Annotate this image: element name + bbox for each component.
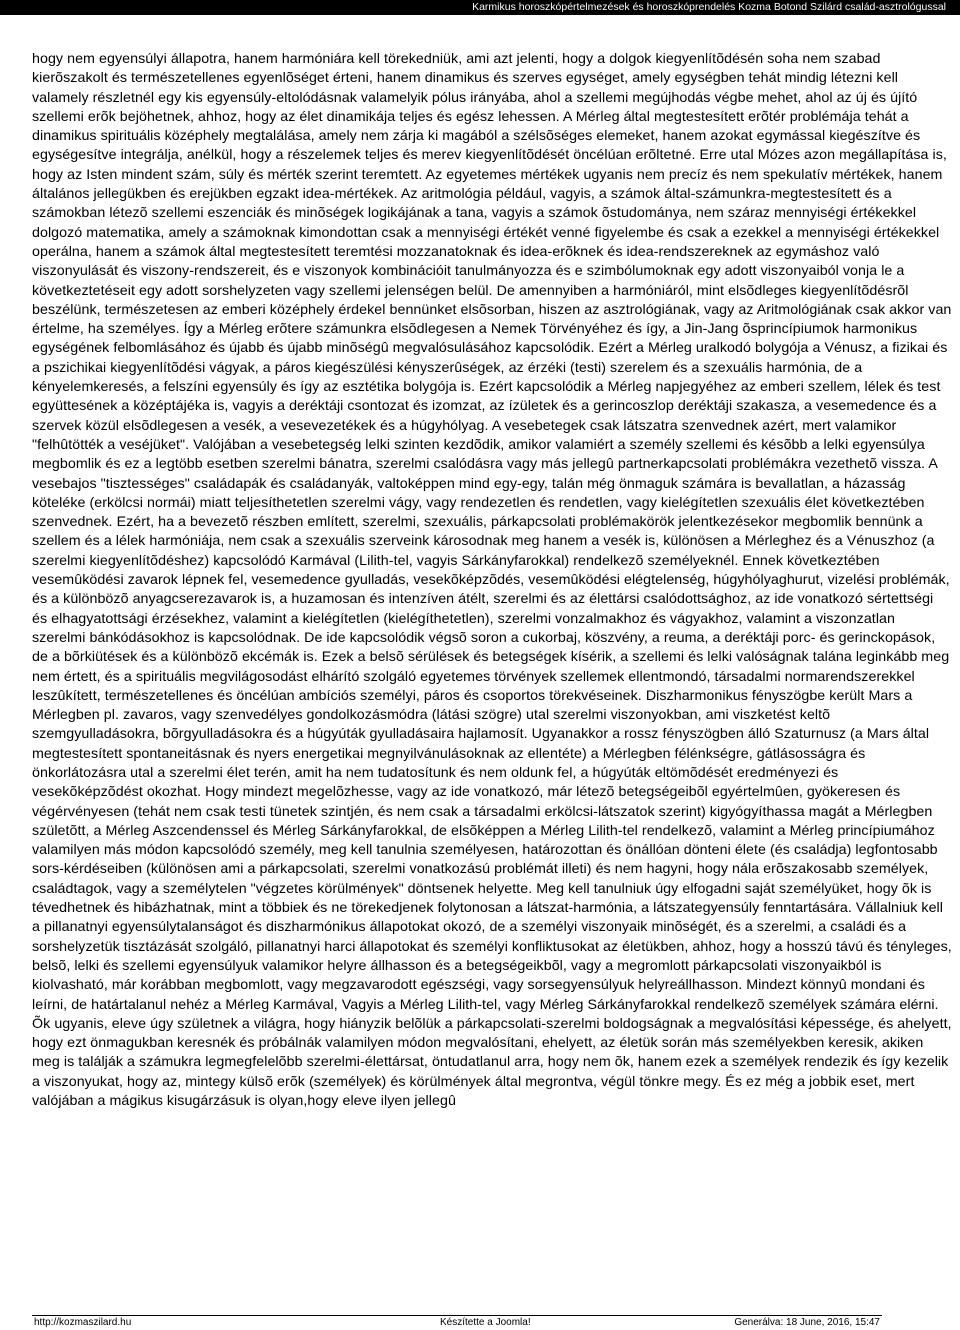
site-title: Karmikus horoszkópértelmezések és horoszkóprendelés Kozma Botond Szilárd család-asztrológussal <box>472 1 946 13</box>
footer-url-link[interactable]: http://kozmaszilard.hu <box>34 1317 132 1328</box>
footer-credit: Készítette a Joomla! <box>440 1317 531 1328</box>
page-footer <box>32 1315 882 1330</box>
footer-generated-date: Generálva: 18 June, 2016, 15:47 <box>734 1317 880 1328</box>
page-header <box>0 0 960 15</box>
article-body <box>32 50 952 1111</box>
article-paragraph: hogy nem egyensúlyi állapotra, hanem harmóniára kell törekedniük, ami azt jelenti, hogy a dolgok kiegyenlítõdésén soha nem szabad kierõszakolt és természetellenes egyenlõséget érteni, hanem dinamikus és szerves egységet, amely egységben tehát mindig létezni kell valamely részletnél egy kis egyensúly-eltolódásnak valamelyik pólus irányába, ahol a szellemi megújhodás végbe mehet, ahol az új és újító szellemi erõk bejöhetnek, ahhoz, hogy az élet dinamikája teljes és egész lehessen. A Mérleg által megtestesített erõtér problémája tehát a dinamikus spirituális középhely megtalálása, amely nem zárja ki magából a szélsõséges elemeket, hanem azokat egymással kiegészítve és egységesítve integrálja, anélkül, hogy a részelemek teljes és merev kiegyenlítõdését öncélúan erõltetné. Erre utal Mózes azon megállapítása is, hogy az Isten mindent szám, súly és mérték szerint teremtett. Az egyetemes mértékek ugyanis nem precíz és nem spekulatív mértékek, hanem általános jellegükben és erejükben egzakt idea-mértékek. Az aritmológia például, vagyis, a számok által-számunkra-megtestesített és a számokban létezõ szellemi eszenciák és minõségek logikájának a tana, vagyis a számok õstudománya, nem száraz mennyiségi értékekkel dolgozó matematika, amely a számoknak kimondottan csak a mennyiségi értékét venné figyelembe és csak a ezekkel a mennyiségi értékekkel operálna, hanem a számok által megtestesített teremtési mozzanatoknak és idea-erõknek és idea-rendszereknek az egymáshoz való viszonyulását és viszony-rendszereit, és e viszonyok kombinációit tanulmányozza és e szimbólumoknak egy adott viszonyaiból vonja le a következtetéseit egy adott sorshelyzeten vagy szellemi jelenségen belül. De amennyiben a harmóniáról, mint elsõdleges kiegyenlítõdésrõl beszélünk, természetesen az emberi középhely érdekel bennünket elsõsorban, hiszen az asztrológiának, vagy az Aritmológiának csak akkor van értelme, ha személyes. Így a Mérleg erõtere számunkra elsõdlegesen a Nemek Törvényéhez és így, a Jin-Jang õsprincípiumok harmonikus egységének felbomlásához és újabb és újabb minõségû megvalósulásához kapcsolódik. Ezért a Mérleg uralkodó bolygója a Vénusz, a fizikai és a pszichikai kiegyenlítõdési vágyak, a páros kiegészülési kényszerûségek, az érzéki (testi) szerelem és a szexuális harmónia, de a kényelemkeresés, a felszíni egyensúly és így az esztétika bolygója is. Ezért kapcsolódik a Mérleg napjegyéhez az emberi szellem, lélek és test együttesének a középtájéka is, vagyis a deréktáji csontozat és izomzat, az ízületek és a gerincoszlop deréktáji szakasza, a vesemedence és a szervek közül elsõdlegesen a vesék, a vesevezetékek és a húgyhólyag. A vesebetegek csak látszatra szenvednek azért, mert valamikor "felhûtötték a veséjüket". Valójában a vesebetegség lelki szinten kezdõdik, amikor valamiért a személy szellemi és késõbb a lelki egyensúlya megbomlik és ez a legtöbb esetben szerelmi bánatra, szerelmi csalódásra vagy más jellegû partnerkapcsolati problémákra vezethetõ vissza. A vesebajos "tisztességes" családapák és családanyák, valtoképpen mind egy-egy, talán még önmaguk számára is bevallatlan, a házasság köteléke (erkölcsi normái) miatt teljesíthetetlen szerelmi vágy, vagy rendezetlen és rendetlen, vagy kielégítetlen szexuális élet következtében szenvednek. Ezért, ha a bevezetõ részben említett, szerelmi, szexuális, párkapcsolati problémakörök jelentkezésekor megbomlik bennünk a szellem és a lélek harmóniája, nem csak a szexuális szerveink károsodnak meg hanem a vesék is, különösen a Mérleghez és a Vénuszhoz (a szerelmi kiegyenlítõdéshez) kapcsolódó Karmával (Lilith-tel, vagyis Sárkányfarokkal) rendelkezõ személyeknél. Ennek következtében vesemûködési zavarok lépnek fel, vesemedence gyulladás, vesekõképzõdés, vesemûködési elégtelenség, húgyhólyaghurut, vizelési problémák, és a különbözõ anyagcserezavarok is, a huzamosan és intenzíven átélt, szerelmi és az élettársi csalódottsághoz, az ide vonatkozó sértettségi és elhagyatottsági érzésekhez, valamint a kielégítetlen (kielégíthetetlen), szerelmi vonzalmakhoz és vágyakhoz, valamint a viszonzatlan szerelmi bánkódásokhoz is kapcsolódnak. De ide kapcsolódik végsõ soron a cukorbaj, köszvény, a reuma, a deréktáji porc- és gerinckopások, de a bõrkiütések és a különbözõ ekcémák is. Ezek a belsõ sérülések és betegségek kísérik, a szellemi és lelki valóságnak talána leginkább meg nem értett, és a spirituális megvilágosodást elhárító szolgáló egyetemes törvények szellemek ellentmondó, társadalmi normarendszerekkel leszûkített, természetellenes és öncélúan ambíciós személyi, páros és csoportos törekvéseinek. Diszharmonikus fényszögbe került Mars a Mérlegben pl. zavaros, vagy szenvedélyes gondolkozásmódra (látási szögre) utal szerelmi viszonyokban, ami viszketést keltõ szemgyulladásokra, bõrgyulladásokra és a húgyúták gyulladásaira hajlamosít. Ugyanakkor a rossz fényszögben álló Szaturnusz (a Mars által megtestesített spontaneitásnak és nyers energetikai megnyilvánulásoknak az ellentéte) a Mérlegben félénkségre, gátlásosságra és önkorlátozásra utal a szerelmi élet terén, amit ha nem tudatosítunk és nem oldunk fel, a húgyúták eltömõdését eredményezi és vesekõképzõdést okozhat. Hogy mindezt megelõzhesse, vagy az ide vonatkozó, már létezõ betegségeibõl egyértelmûen, gyökeresen és végérvényesen (tehát nem csak testi tünetek szintjén, és nem csak a társadalmi erkölcsi-látszatok szerint) kigyógyíthassa magát a Mérlegben születõtt, a Mérleg Aszcendenssel és Mérleg Sárkányfarokkal, de elsõképpen a Mérleg Lilith-tel rendelkezõ, valamint a Mérleg princípiumához valamilyen más módon kapcsolódó személy, meg kell tanulnia személyesen, határozottan és önállóan dönteni élete (és családja) legfontosabb sors-kérdéseiben (különösen ami a párkapcsolati, szerelmi vonatkozású problémát illeti) és nem hagyni, hogy nála erõszakosabb személyek, családtagok, vagy a személytelen "végzetes körülmények" döntsenek helyette. Meg kell tanulniuk úgy elfogadni saját személyüket, hogy õk is tévedhetnek és hibázhatnak, mint a többiek és ne törekedjenek folytonosan a látszat-harmónia, a látszategyensúly fenntartására. Vállalniuk kell a pillanatnyi egyensúlytalanságot és diszharmónikus állapotokat okozó, de a személyi viszonyaik minõségét, és a szerelmi, a családi és a sorshelyzetük tisztázását szolgáló, pillanatnyi harci állapotokat és személyi konfliktusokat az életükben, ahhoz, hogy a hosszú távú és tényleges, belsõ, lelki és szellemi egyensúlyuk valamikor helyre állhasson és a betegségeikbõl, vagy a megromlott párkapcsolati viszonyaikból is kiolvasható, már korábban megbomlott, vagy megzavarodott egészségi, vagy sorsegyensúlyuk helyreállhasson. Mindezt könnyû mondani és leírni, de határtalanul nehéz a Mérleg Karmával, Vagyis a Mérleg Lilith-tel, vagy Mérleg Sárkányfarokkal rendelkezõ személyek számára elérni. Õk ugyanis, eleve úgy születnek a világra, hogy hiányzik belõlük a párkapcsolati-szerelmi boldogságnak a megvalósítási képessége, és ahelyett, hogy ezt önmagukban keresnék és próbálnák valamilyen módon megvalósítani, ehelyett, az életük során más személyekben keresik, akiken meg is találják a számukra legmegfelelõbb szerelmi-élettársat, öntudatlanul arra, hogy nem õk, hanem ezek a személyek rendezik és így kezelik a viszonyukat, hogy az, mintegy külsõ erõk (személyek) és körülmények által megrontva, végül tönkre megy. És ez még a jobbik eset, mert valójában a mágikus kisugárzásuk is olyan,hogy eleve ilyen jellegû <box>32 51 952 1110</box>
